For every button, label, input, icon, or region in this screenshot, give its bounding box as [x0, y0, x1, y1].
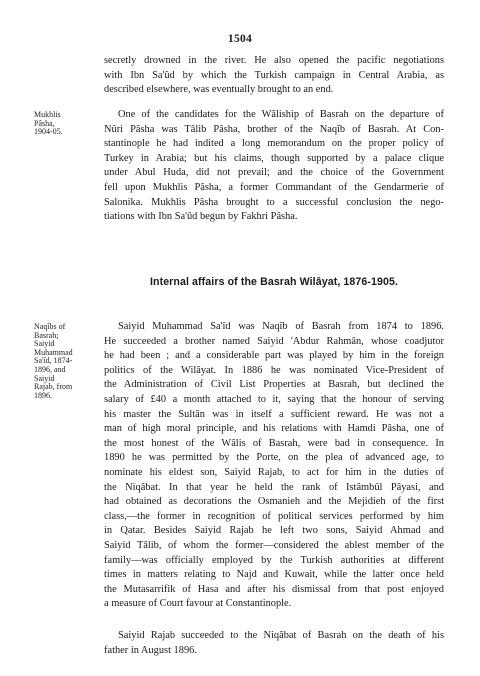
- margin-note-line: Pâsha,: [34, 118, 55, 128]
- text-line: Saiyid Rajab succeeded to the Niqâbat of Basrah on the death of his: [118, 630, 444, 641]
- margin-note-line: Saiyid: [34, 373, 55, 383]
- text-line: family—was officially employed by the Turkish authorities at different: [104, 554, 444, 566]
- text-line: times in matters relating to Najd and Kuwait, while the latter once held: [104, 569, 444, 581]
- paragraph-wali-candidates: [104, 108, 444, 225]
- text-line: politics of the Wilâyat. In 1886 he was nominated Vice-President of: [104, 364, 444, 376]
- margin-note-line: Sa'îd, 1874-: [34, 356, 73, 366]
- margin-note-line: Rajab, from: [34, 382, 73, 392]
- text-line: secretly drowned in the river. He also opened the pacific negotiations: [104, 55, 444, 66]
- text-line: he had been ; and a considerable part was played by him in the foreign: [104, 350, 444, 362]
- text-line: had obtained as decorations the Osmanieh and the Mejidieh of the first: [104, 496, 444, 508]
- text-line: the Administration of Civil List Properties at Basrah, but declined the: [104, 379, 444, 391]
- page-number: 1504: [227, 33, 253, 45]
- text-line: 1890 he was permitted by the Porte, on the plea of advanced age, to: [104, 452, 444, 464]
- text-line: Nûri Pâsha was Tâlib Pâsha, brother of the Naqîb of Basrah. At Con-: [104, 123, 444, 135]
- text-line: father in August 1896.: [104, 644, 197, 656]
- margin-note-line: Mukhlis: [34, 110, 61, 119]
- text-line: Turkey in Arabia; but his claims, though supported by a palace clique: [104, 152, 444, 164]
- paragraph-continuation: [104, 54, 444, 98]
- margin-note-line: 1896.: [34, 390, 52, 400]
- text-line: Salonika. Mukhlis Pâsha brought to a successful conclusion the nego-: [104, 196, 444, 208]
- text-line: stantinople he had indited a long memorandum on the proper policy of: [104, 138, 444, 150]
- text-line: man of high moral principle, and his relations with Hamdi Pâsha, one of: [104, 423, 444, 435]
- text-line: the most honest of the Wâlis of Basrah, were bad in consequence. In: [104, 437, 444, 449]
- text-line: One of the candidates for the Wâliship of Basrah on the departure of: [118, 109, 444, 120]
- text-line: in Qatar. Besides Saiyid Rajab he left two sons, Saiyid Ahmad and: [104, 525, 444, 537]
- text-line: the Niqâbat. In that year he held the rank of Istâmbûl Pâyasi, and: [104, 481, 444, 493]
- text-line: nominate his eldest son, Saiyid Rajab, to act for him in the duties of: [104, 466, 444, 478]
- margin-note-line: Naqîbs of: [34, 322, 66, 331]
- section-heading: Internal affairs of the Basrah Wilâyat, 1876-1905.: [149, 276, 399, 288]
- text-line: Saiyid Tâlib, of whom the former—considered the ablest member of the: [104, 539, 444, 551]
- margin-note-naqibs-of-basrah: [34, 323, 96, 400]
- margin-note-mukhlis-pasha: [34, 111, 96, 137]
- text-line: a measure of Court favour at Constantinople.: [104, 598, 292, 610]
- text-line: tiations with Ibn Sa'ûd begun by Fakhri Pâsha.: [104, 211, 298, 223]
- text-line: class,—the former in recognition of political services performed by him: [104, 510, 444, 522]
- text-line: He succeeded a brother named Saiyid 'Abdur Rahmân, whose coadjutor: [104, 335, 444, 347]
- margin-note-line: 1896, and: [34, 364, 66, 374]
- margin-note-line: 1904-05.: [34, 127, 63, 137]
- text-line: with Ibn Sa'ûd by which the Turkish campaign in Central Arabia, as: [104, 69, 444, 81]
- margin-note-line: Saiyid: [34, 339, 55, 349]
- margin-note-line: Basrah;: [34, 330, 59, 340]
- paragraph-naqib-muhammad-said: [104, 320, 444, 612]
- text-line: the Mutasarrifik of Hasa and after his dismissal from that post enjoyed: [104, 583, 444, 595]
- text-line: under Abul Huda, did not prevail; and the choice of the Government: [104, 167, 444, 179]
- margin-note-line: Muhammad: [34, 347, 73, 357]
- text-line: Saiyid Muhammad Sa'îd was Naqîb of Basrah from 1874 to 1896.: [118, 321, 444, 332]
- paragraph-naqib-rajab: [104, 629, 444, 658]
- text-line: his master the Sultân was in itself a sufficient reward. He was not a: [104, 408, 444, 420]
- text-line: fell upon Mukhlis Pâsha, a former Commandant of the Gendarmerie of: [104, 181, 444, 193]
- text-line: salary of £40 a month attached to it, saying that the honour of serving: [104, 393, 444, 405]
- text-line: described elsewhere, was eventually brought to an end.: [104, 84, 334, 96]
